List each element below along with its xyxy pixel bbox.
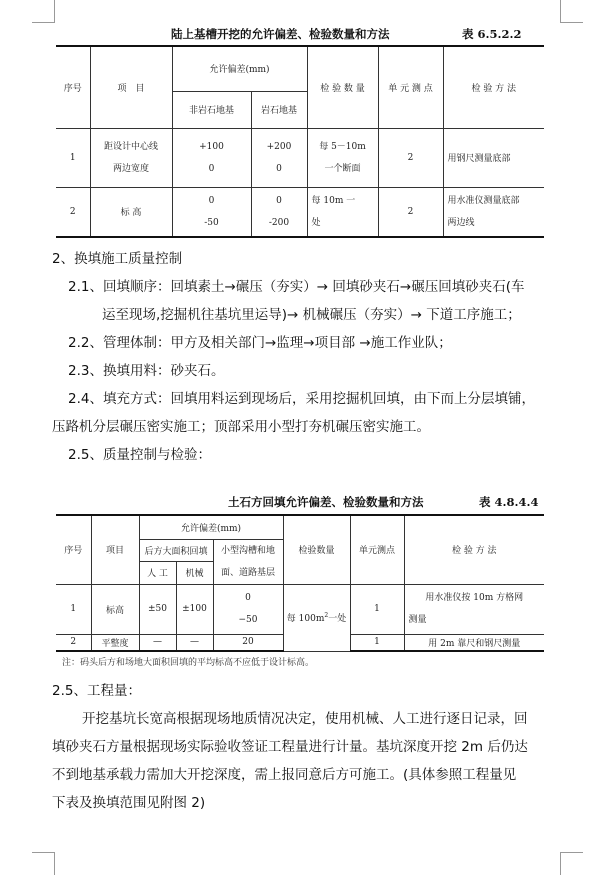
para-2-2: 2.2、管理体制：甲方及相关部门→监理→项目部 →施工作业队； [68,335,452,351]
t2-r1-quantity-text: 每 100m [286,614,325,624]
t2-r1-item: 标高 [91,584,139,634]
table1-title: 陆上基槽开挖的允许偏差、检验数量和方法 [171,27,390,41]
t2-r1-method [404,584,544,634]
t2-r1-manual: ±50 [139,584,176,634]
t2-r1-seq: 1 [56,584,91,634]
para-2-1-line1: 2.1、回填顺序：回填素土→碾压（夯实）→ 回填砂夹石→碾压回填砂夹石(车 [68,279,525,295]
t1-header-quantity: 检 验 数 量 [307,46,378,128]
t2-r1-method-line1: 用水准仪按 10m 方格网 [425,593,524,603]
section-2-heading: 2、换填施工质量控制 [52,251,183,267]
t2-header-tolerance: 允许偏差(mm) [139,515,283,539]
t1-r1-rock-lower: 0 [276,163,282,174]
t1-r2-quantity-line2: 处 [311,217,321,228]
t1-r2-method-line2: 两边线 [447,217,475,228]
t2-r1-method-line2: 测量 [408,615,427,625]
t2-r1-points: 1 [350,584,404,634]
t2-r2-item: 平整度 [91,634,139,651]
t1-r2-non-rock-upper: 0 [208,195,215,206]
table1-number: 表 6.5.2.2 [462,27,522,41]
t1-header-rock: 岩石地基 [251,91,307,128]
t1-r2-rock [251,187,307,237]
t1-r2-item: 标 高 [90,187,172,237]
t1-r2-points: 2 [378,187,443,237]
t2-header-quantity: 检验数量 [283,515,350,584]
t2-header-method: 检 验 方 法 [404,515,544,584]
para-2-3: 2.3、换填用料：砂夹石。 [68,363,225,379]
corner-mark-top-right [560,0,583,23]
table2-title: 土石方回填允许偏差、检验数量和方法 [228,495,424,509]
t2-r2-points: 1 [350,634,404,651]
t1-header-seq: 序号 [56,46,90,128]
table2-note: 注：码头后方和场地大面积回填的平均标高不应低于设计标高。 [62,658,315,668]
corner-mark-bottom-left [32,852,55,875]
body-line-3: 不到地基承载力需加大开挖深度，需上报同意后方可施工。(具体参照工程量见 [52,767,517,783]
t1-r1-rock [251,128,307,187]
para-2-5: 2.5、质量控制与检验： [68,447,211,463]
para-2-4-line1: 2.4、填充方式：回填用料运到现场后，采用挖掘机回填，由下而上分层填铺， [68,391,535,407]
t1-r2-non-rock [172,187,251,237]
table-row [56,187,544,237]
para-2-4-line2: 压路机分层碾压密实施工；顶部采用小型打夯机碾压密实施工。 [52,419,430,435]
corner-mark-bottom-right [560,852,583,875]
t2-r1-quantity-tail: 一处 [328,614,347,624]
t1-r1-seq: 1 [56,128,90,187]
para-2-1-line2: 运至现场,挖掘机往基坑里运导)→ 机械碾压（夯实）→ 下道工序施工； [102,307,521,323]
t1-r2-rock-lower: -200 [268,217,290,228]
t2-r1-quantity [283,584,350,651]
t2-header-seq: 序号 [56,515,91,584]
t1-r2-method-line1: 用水准仪测量底部 [447,195,520,206]
t1-r1-rock-upper: +200 [266,141,292,152]
table2 [56,514,544,652]
t2-r1-machine: ±100 [176,584,213,634]
t1-header-tolerance: 允许偏差(mm) [172,46,307,91]
t2-r1-small [213,584,283,634]
t2-r1-small-lower: −50 [238,615,258,625]
corner-mark-top-left [32,0,55,23]
t2-header-unit-points: 单元测点 [350,515,404,584]
t1-r2-quantity-line1: 每 10m 一 [311,195,356,206]
t2-r2-manual: — [139,634,176,651]
t1-r1-non-rock [172,128,251,187]
t1-header-unit-points: 单 元 测 点 [378,46,443,128]
t2-r2-machine: — [176,634,213,651]
t1-r2-method [443,187,544,237]
t2-r1-quantity-sup: 2 [324,612,329,619]
t2-header-small [213,539,283,584]
body-line-4: 下表及换填范围见附图 2) [52,795,206,811]
t2-r2-small: 20 [213,634,283,651]
table-row [56,128,544,187]
t2-header-small-line1: 小型沟槽和地 [220,545,275,556]
body-line-2: 填砂夹石方量根据现场实际验收签证工程量进行计量。基坑深度开挖 2m 后仍达 [52,739,528,755]
t1-r1-item-line2: 两边宽度 [112,163,149,174]
t1-r1-method: 用钢尺测量底部 [443,128,544,187]
t1-header-item: 项 目 [90,46,172,128]
t2-r2-method: 用 2m 靠尺和钢尺测量 [404,634,544,651]
t2-header-machine: 机械 [176,562,213,585]
t1-r2-seq: 2 [56,187,90,237]
t2-r2-seq: 2 [56,634,91,651]
t2-header-item: 项目 [91,515,139,584]
t2-header-large-area: 后方大面积回填 [139,539,213,562]
t1-r1-non-rock-lower: 0 [208,163,215,174]
table1 [56,45,544,238]
t1-r1-quantity-line1: 每 5－10m [319,141,366,152]
t1-r1-points: 2 [378,128,443,187]
t1-r1-item [90,128,172,187]
t1-header-non-rock: 非岩石地基 [172,91,251,128]
section-2-5-quantities-heading: 2.5、工程量： [52,683,141,699]
t2-header-small-line2: 面、道路基层 [220,567,275,578]
t1-header-method: 检 验 方 法 [443,46,544,128]
t2-header-manual: 人 工 [139,562,176,585]
t2-r1-small-upper: 0 [245,593,251,603]
t1-r1-quantity [307,128,378,187]
body-line-1: 开挖基坑长宽高根据现场地质情况决定，使用机械、人工进行逐日记录，回 [82,711,528,727]
t1-r2-non-rock-lower: -50 [204,217,219,228]
table2-number: 表 4.8.4.4 [479,495,539,509]
t1-r1-quantity-line2: 一个断面 [324,163,361,174]
t1-r2-quantity [307,187,378,237]
t1-r1-non-rock-upper: +100 [199,141,224,152]
t1-r1-item-line1: 距设计中心线 [103,141,158,152]
table-row [56,584,544,634]
t1-r2-rock-upper: 0 [276,195,282,206]
